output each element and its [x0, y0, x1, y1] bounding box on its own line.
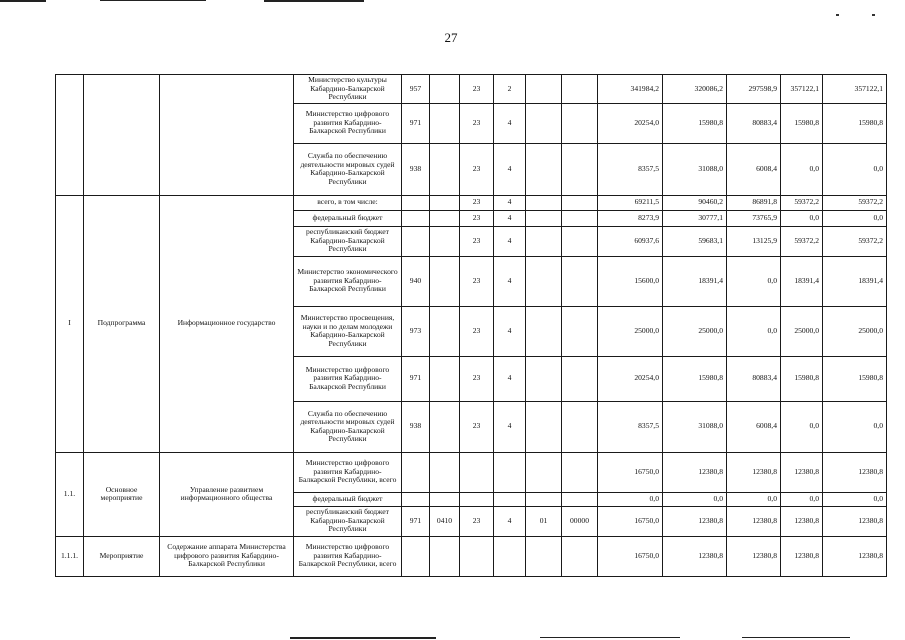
scan-artifact-line — [100, 0, 206, 1]
code-program-cell: 23 — [460, 306, 494, 356]
organization-cell: всего, в том числе: — [294, 195, 402, 210]
scan-artifact-line — [0, 0, 46, 2]
program-name-cell — [160, 75, 294, 196]
code-subprogram-cell — [494, 492, 526, 506]
value-year-2-cell: 15980,8 — [663, 356, 727, 401]
value-year-3-cell: 0,0 — [727, 306, 781, 356]
value-year-1-cell: 25000,0 — [598, 306, 663, 356]
code-grbs-cell — [402, 195, 430, 210]
page-number: 27 — [444, 30, 458, 45]
code-grbs-cell: 938 — [402, 401, 430, 452]
row-number-cell: I — [56, 195, 84, 452]
code-program-cell: 23 — [460, 143, 494, 195]
value-year-2-cell: 31088,0 — [663, 143, 727, 195]
code-subprogram-cell: 4 — [494, 195, 526, 210]
code-program-cell: 23 — [460, 401, 494, 452]
organization-cell: Министерство цифрового развития Кабардино-Балкарской Республики — [294, 103, 402, 143]
value-year-3-cell: 73765,9 — [727, 210, 781, 226]
table-row — [56, 75, 887, 104]
value-year-3-cell: 80883,4 — [727, 356, 781, 401]
value-year-5-cell: 357122,1 — [823, 75, 887, 104]
value-year-2-cell: 31088,0 — [663, 401, 727, 452]
value-year-5-cell: 12380,8 — [823, 536, 887, 576]
value-year-2-cell: 90460,2 — [663, 195, 727, 210]
value-year-3-cell: 6008,4 — [727, 143, 781, 195]
code-subprogram-cell: 4 — [494, 143, 526, 195]
organization-cell: федеральный бюджет — [294, 210, 402, 226]
value-year-4-cell: 18391,4 — [781, 256, 823, 306]
code-subprogram-cell — [494, 536, 526, 576]
scan-artifact-line — [290, 637, 436, 639]
code-section-cell — [430, 452, 460, 492]
code-section-cell — [430, 492, 460, 506]
value-year-3-cell: 80883,4 — [727, 103, 781, 143]
code-event-cell — [526, 536, 562, 576]
code-event-cell — [526, 401, 562, 452]
value-year-2-cell: 0,0 — [663, 492, 727, 506]
value-year-1-cell: 69211,5 — [598, 195, 663, 210]
code-section-cell — [430, 195, 460, 210]
code-event-cell — [526, 210, 562, 226]
status-cell: Мероприятие — [84, 536, 160, 576]
value-year-4-cell: 12380,8 — [781, 506, 823, 536]
value-year-2-cell: 59683,1 — [663, 226, 727, 256]
value-year-1-cell: 20254,0 — [598, 356, 663, 401]
value-year-2-cell: 12380,8 — [663, 452, 727, 492]
value-year-1-cell: 16750,0 — [598, 536, 663, 576]
value-year-4-cell: 0,0 — [781, 492, 823, 506]
code-section-cell — [430, 75, 460, 104]
scan-artifact-line — [742, 637, 850, 638]
value-year-3-cell: 12380,8 — [727, 506, 781, 536]
value-year-5-cell: 59372,2 — [823, 195, 887, 210]
code-program-cell: 23 — [460, 226, 494, 256]
value-year-1-cell: 16750,0 — [598, 452, 663, 492]
value-year-4-cell: 12380,8 — [781, 536, 823, 576]
code-direction-cell — [562, 195, 598, 210]
value-year-4-cell: 357122,1 — [781, 75, 823, 104]
code-grbs-cell: 957 — [402, 75, 430, 104]
code-direction-cell — [562, 492, 598, 506]
code-subprogram-cell: 2 — [494, 75, 526, 104]
code-subprogram-cell: 4 — [494, 226, 526, 256]
code-section-cell — [430, 103, 460, 143]
status-cell: Подпрограмма — [84, 195, 160, 452]
value-year-1-cell: 60937,6 — [598, 226, 663, 256]
code-direction-cell — [562, 356, 598, 401]
code-direction-cell — [562, 256, 598, 306]
code-grbs-cell — [402, 210, 430, 226]
value-year-1-cell: 16750,0 — [598, 506, 663, 536]
value-year-1-cell: 8357,5 — [598, 143, 663, 195]
code-section-cell — [430, 306, 460, 356]
value-year-2-cell: 12380,8 — [663, 506, 727, 536]
code-event-cell — [526, 306, 562, 356]
value-year-3-cell: 297598,9 — [727, 75, 781, 104]
value-year-4-cell: 0,0 — [781, 143, 823, 195]
value-year-2-cell: 12380,8 — [663, 536, 727, 576]
value-year-5-cell: 0,0 — [823, 143, 887, 195]
code-grbs-cell: 971 — [402, 103, 430, 143]
budget-table — [55, 74, 887, 577]
value-year-3-cell: 86891,8 — [727, 195, 781, 210]
code-grbs-cell: 938 — [402, 143, 430, 195]
code-event-cell: 01 — [526, 506, 562, 536]
code-subprogram-cell: 4 — [494, 103, 526, 143]
code-grbs-cell — [402, 226, 430, 256]
value-year-3-cell: 13125,9 — [727, 226, 781, 256]
code-event-cell — [526, 356, 562, 401]
code-direction-cell — [562, 401, 598, 452]
code-program-cell: 23 — [460, 75, 494, 104]
code-direction-cell — [562, 226, 598, 256]
organization-cell: Министерство цифрового развития Кабардино-Балкарской Республики — [294, 356, 402, 401]
code-direction-cell — [562, 452, 598, 492]
value-year-5-cell: 15980,8 — [823, 356, 887, 401]
code-direction-cell — [562, 210, 598, 226]
code-program-cell: 23 — [460, 256, 494, 306]
code-subprogram-cell: 4 — [494, 506, 526, 536]
code-event-cell — [526, 143, 562, 195]
value-year-4-cell: 0,0 — [781, 401, 823, 452]
code-section-cell — [430, 143, 460, 195]
code-event-cell — [526, 492, 562, 506]
organization-cell: Министерство цифрового развития Кабардино-Балкарской Республики, всего — [294, 536, 402, 576]
code-direction-cell — [562, 306, 598, 356]
value-year-4-cell: 15980,8 — [781, 103, 823, 143]
status-cell — [84, 75, 160, 196]
code-program-cell — [460, 536, 494, 576]
code-section-cell: 0410 — [430, 506, 460, 536]
code-grbs-cell — [402, 452, 430, 492]
code-section-cell — [430, 256, 460, 306]
code-event-cell — [526, 75, 562, 104]
code-grbs-cell — [402, 492, 430, 506]
value-year-5-cell: 18391,4 — [823, 256, 887, 306]
code-subprogram-cell — [494, 452, 526, 492]
value-year-3-cell: 0,0 — [727, 256, 781, 306]
value-year-3-cell: 6008,4 — [727, 401, 781, 452]
program-name-cell: Содержание аппарата Министерства цифрового развития Кабардино-Балкарской Республики — [160, 536, 294, 576]
code-section-cell — [430, 401, 460, 452]
code-direction-cell — [562, 143, 598, 195]
row-number-cell — [56, 75, 84, 196]
value-year-2-cell: 18391,4 — [663, 256, 727, 306]
value-year-4-cell: 15980,8 — [781, 356, 823, 401]
organization-cell: федеральный бюджет — [294, 492, 402, 506]
value-year-2-cell: 15980,8 — [663, 103, 727, 143]
code-grbs-cell: 971 — [402, 506, 430, 536]
value-year-5-cell: 12380,8 — [823, 452, 887, 492]
organization-cell: Служба по обеспечению деятельности мировых судей Кабардино-Балкарской Республики — [294, 401, 402, 452]
row-number-cell: 1.1.1. — [56, 536, 84, 576]
organization-cell: республиканский бюджет Кабардино-Балкарской Республики — [294, 506, 402, 536]
value-year-2-cell: 30777,1 — [663, 210, 727, 226]
value-year-3-cell: 12380,8 — [727, 536, 781, 576]
organization-cell: Министерство экономического развития Кабардино-Балкарской Республики — [294, 256, 402, 306]
code-program-cell — [460, 492, 494, 506]
table-row — [56, 195, 887, 210]
code-subprogram-cell: 4 — [494, 210, 526, 226]
code-subprogram-cell: 4 — [494, 306, 526, 356]
code-program-cell: 23 — [460, 356, 494, 401]
value-year-1-cell: 15600,0 — [598, 256, 663, 306]
value-year-1-cell: 20254,0 — [598, 103, 663, 143]
value-year-5-cell: 25000,0 — [823, 306, 887, 356]
code-section-cell — [430, 226, 460, 256]
code-direction-cell — [562, 103, 598, 143]
value-year-3-cell: 12380,8 — [727, 452, 781, 492]
scan-artifact-dot — [836, 14, 839, 16]
code-program-cell: 23 — [460, 103, 494, 143]
code-grbs-cell: 973 — [402, 306, 430, 356]
value-year-1-cell: 8357,5 — [598, 401, 663, 452]
organization-cell: Министерство просвещения, науки и по делам молодежи Кабардино-Балкарской Республики — [294, 306, 402, 356]
scan-artifact-dot — [872, 14, 875, 16]
program-name-cell: Управление развитием информационного общества — [160, 452, 294, 536]
value-year-1-cell: 8273,9 — [598, 210, 663, 226]
code-direction-cell — [562, 536, 598, 576]
code-event-cell — [526, 195, 562, 210]
code-grbs-cell: 940 — [402, 256, 430, 306]
value-year-1-cell: 0,0 — [598, 492, 663, 506]
value-year-4-cell: 59372,2 — [781, 226, 823, 256]
code-grbs-cell: 971 — [402, 356, 430, 401]
organization-cell: республиканский бюджет Кабардино-Балкарской Республики — [294, 226, 402, 256]
code-event-cell — [526, 452, 562, 492]
value-year-3-cell: 0,0 — [727, 492, 781, 506]
code-subprogram-cell: 4 — [494, 256, 526, 306]
value-year-5-cell: 0,0 — [823, 492, 887, 506]
code-section-cell — [430, 536, 460, 576]
code-program-cell — [460, 452, 494, 492]
code-program-cell: 23 — [460, 506, 494, 536]
code-direction-cell — [562, 75, 598, 104]
code-event-cell — [526, 226, 562, 256]
scan-artifact-line — [540, 637, 680, 638]
code-subprogram-cell: 4 — [494, 356, 526, 401]
code-event-cell — [526, 103, 562, 143]
program-name-cell: Информационное государство — [160, 195, 294, 452]
table-row — [56, 536, 887, 576]
table-row — [56, 452, 887, 492]
code-program-cell: 23 — [460, 210, 494, 226]
code-direction-cell: 00000 — [562, 506, 598, 536]
code-subprogram-cell: 4 — [494, 401, 526, 452]
value-year-5-cell: 59372,2 — [823, 226, 887, 256]
value-year-4-cell: 0,0 — [781, 210, 823, 226]
code-program-cell: 23 — [460, 195, 494, 210]
value-year-4-cell: 25000,0 — [781, 306, 823, 356]
organization-cell: Служба по обеспечению деятельности мировых судей Кабардино-Балкарской Республики — [294, 143, 402, 195]
value-year-2-cell: 320086,2 — [663, 75, 727, 104]
scan-artifact-line — [264, 0, 364, 2]
code-section-cell — [430, 356, 460, 401]
code-event-cell — [526, 256, 562, 306]
organization-cell: Министерство цифрового развития Кабардино-Балкарской Республики, всего — [294, 452, 402, 492]
value-year-5-cell: 0,0 — [823, 210, 887, 226]
value-year-5-cell: 12380,8 — [823, 506, 887, 536]
value-year-4-cell: 12380,8 — [781, 452, 823, 492]
organization-cell: Министерство культуры Кабардино-Балкарской Республики — [294, 75, 402, 104]
row-number-cell: 1.1. — [56, 452, 84, 536]
value-year-1-cell: 341984,2 — [598, 75, 663, 104]
code-section-cell — [430, 210, 460, 226]
value-year-5-cell: 0,0 — [823, 401, 887, 452]
code-grbs-cell — [402, 536, 430, 576]
status-cell: Основное мероприятие — [84, 452, 160, 536]
value-year-5-cell: 15980,8 — [823, 103, 887, 143]
value-year-2-cell: 25000,0 — [663, 306, 727, 356]
value-year-4-cell: 59372,2 — [781, 195, 823, 210]
